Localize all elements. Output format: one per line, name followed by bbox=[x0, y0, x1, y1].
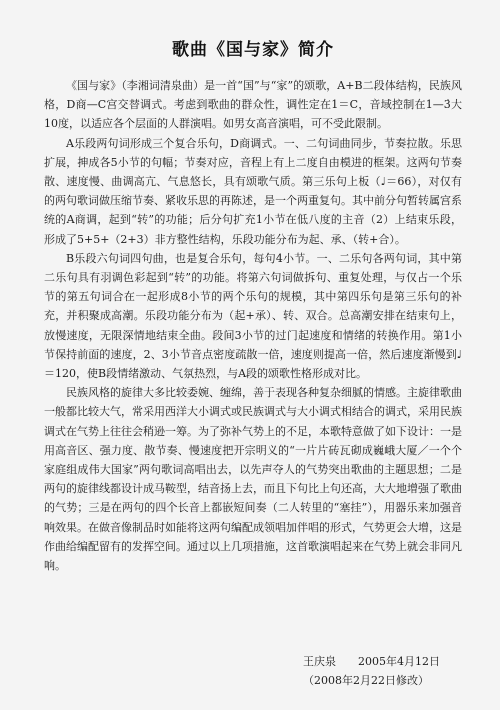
document-title: 歌曲《国与家》简介 bbox=[172, 40, 334, 60]
signature-date: 2005年4月12日 bbox=[358, 655, 440, 668]
author-name: 王庆泉 bbox=[303, 655, 336, 668]
paragraph-section-a: A乐段两句词形成三个复合乐句，D商调式。一、二句词曲同步，节奏拉散。乐思扩展，抻成各5小节的句幅；节奏对应，音程上有上二度自由模进的框架。这两句节奏散、速度慢、曲调高亢、气息悠长，具有颂歌气质。第三乐句上板（♩＝66），对仅有的两句歌词做压缩节奏、紧收乐思的再陈述，是一个两重复句。其中前分句暂转属宫系统的A商调，起到“转”的功能；后分句扩充1小节在低八度的主音（2）上结束乐段，形成了5+5+（2+3）非方整性结构，乐段功能分布为起、承、（转+合）。 bbox=[44, 136, 462, 246]
paragraph-style-design: 民族风格的旋律大多比较委婉、缠绵，善于表现各种复杂细腻的情感。主旋律歌曲一般都比较大气，常采用西洋大小调式或民族调式与大小调式相结合的调式，采用民族调式在气势上往往会稍逊一筹。为了弥补气势上的不足，本歌特意做了如下设计：一是用高音区、强力度、散节奏、慢速度把开宗明义的“一片片砖瓦砌成巍峨大厦／一个个家庭组成伟大国家”两句歌词高唱出去，以先声夺人的气势突出歌曲的主题思想；二是两句的旋律线都设计成马鞍型，结音扬上去，而且下句比上句还高，大大地增强了歌曲的气势；三是在两句的四个长音上都嵌短间奏（二人转里的“塞挂”），用器乐来加强音响效果。在做音像制品时如能将这两句编配成领唱加伴唱的形式，气势更会大增，这是作曲给编配留有的发挥空间。通过以上几项措施，这首歌演唱起来在气势上就会非同凡响。 bbox=[44, 386, 462, 573]
signature-block bbox=[303, 652, 440, 690]
revision-date: （2008年2月22日修改） bbox=[303, 674, 429, 687]
signature-line bbox=[303, 652, 440, 671]
paragraph-section-b: B乐段六句词四句曲，也是复合乐句，每句4小节。一、二乐句各两句词，其中第二乐句具有羽调色彩起到“转”的功能。将第六句词做拆句、重复处理，与仅占一个乐节的第五句词合在一起形成8小节的两个乐句的规模，其中第四乐句是第三乐句的补充，并积聚成高潮。乐段功能分布为（起+承）、转、双合。总高潮安排在结束句上，放慢速度，无限深情地结束全曲。段间3小节的过门起速度和情绪的转换作用。第1小节保持前面的速度，2、3小节音点密度疏散一倍，速度则提高一倍，然后速度渐慢到♩＝120，使B段情绪激动、气氛热烈，与A段的颂歌性格形成对比。 bbox=[44, 251, 462, 381]
paragraph-intro: 《国与家》（李湘词清泉曲）是一首“国”与“家”的颂歌，A+B二段体结构，民族风格，D商—C宫交替调式。考虑到歌曲的群众性，调性定在1＝C，音域控制在1—3̇大10度，以适应各个层面的人群演唱。如男女高音演唱，可不受此限制。 bbox=[44, 79, 462, 131]
